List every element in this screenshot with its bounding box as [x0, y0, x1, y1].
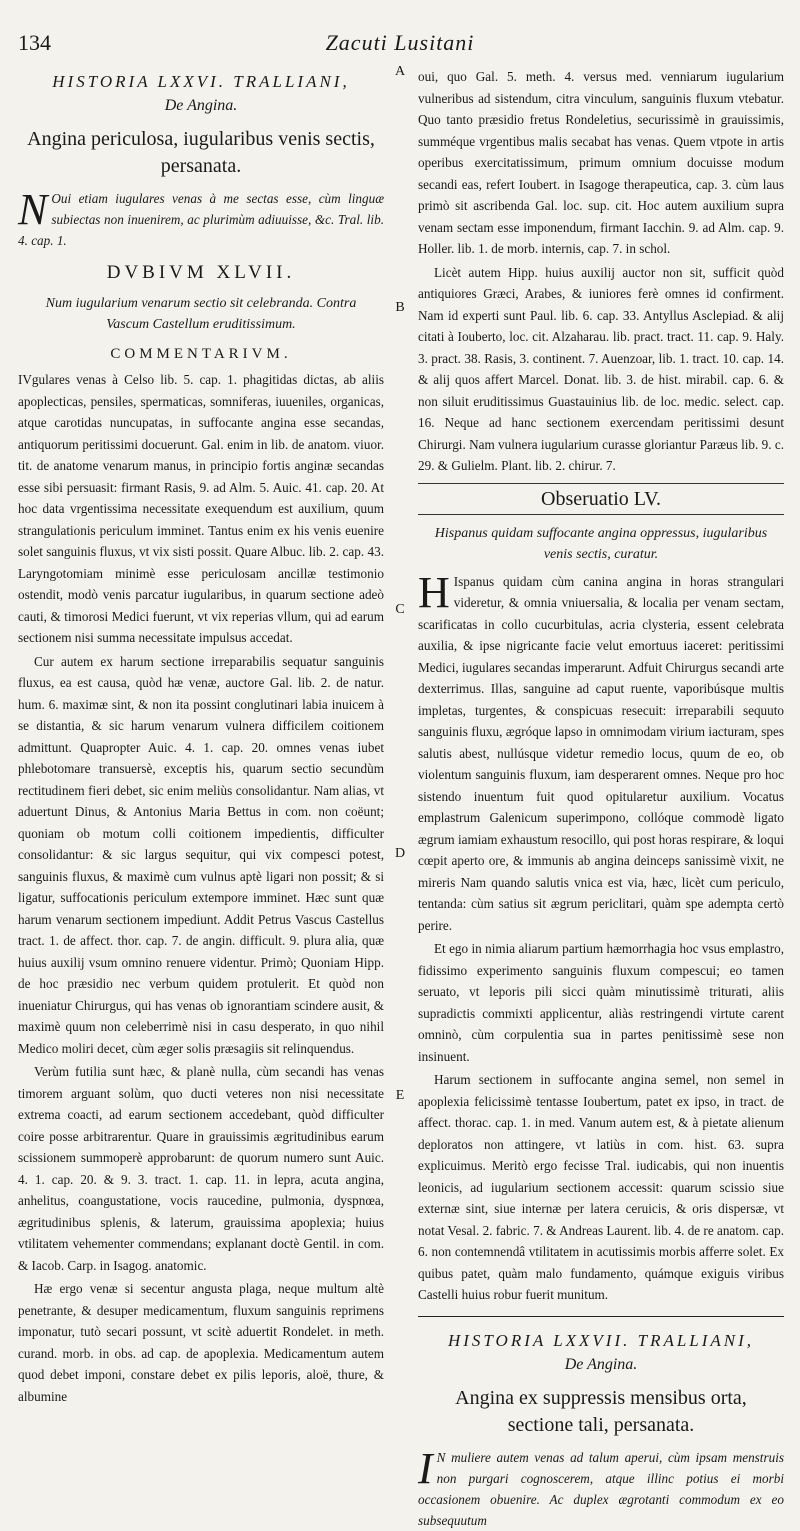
intro-paragraph: [18, 185, 384, 251]
history-heading: HISTORIA LXXVII. TRALLIANI,: [447, 1330, 755, 1350]
left-column: [18, 66, 384, 1404]
history-heading: HISTORIA LXXVI. TRALLIANI,: [52, 72, 350, 91]
history-title: Angina ex suppressis mensibus orta, sectione tali, persanata.: [455, 1386, 747, 1436]
history-subheading: De Angina.: [164, 97, 238, 114]
body-paragraph: Licèt autem Hipp. huius auxilij auctor non sit, sufficit quòd antiquiores Græci, Arabes, & iuniores ferè omnes id confirment. Nam id experti sunt Paul. lib. 6. cap. 33. Antyllus Asclepiad. & alij citati à Iouberto, loc. cit. Alzaharau. lib. pract. tract. 11. cap. 9. Haly. 3. pract. 38. Rasis, 3. continent. 7. Auenzoar, lib. 1. tract. 10. cap. 14. & alij quos affert Marcel. Donat. lib. 3. de hist. mirabil. cap. 6. & non siluit eruditissimus Guastauinius lib. de loc. medic. select. cap. 16. Neque ad hanc sectionem exercendam peritissimi desunt Chirurgi. Nam vulnera iugularium curasse gloriantur Paræus lib. 9. c. 29. & Gulielm. Plant. lib. 2. chirur. 7.: [418, 264, 784, 473]
dubium-heading: DVBIVM XLVII.: [106, 262, 296, 283]
closing-text: N muliere autem venas ad talum aperui, cùm ipsam menstruis non purgari cognoscerem, atque illinc potius ei morbi occasionem obuenire. Ac duplex ægrotanti commodum ex eo subsequutum: [418, 1449, 784, 1528]
page-header: [18, 30, 782, 64]
drop-cap: I: [418, 1443, 433, 1493]
body-paragraph: IVgulares venas à Celso lib. 5. cap. 1. phagitidas dictas, ab aliis apoplecticas, pensiles, spermaticas, somniferas, iuueniles, organicas, atque carotidas nuncupatas, in suffocante angina esse secandas, antiquorum peritissimi docuerunt. Gal. enim in lib. de anatom. viuor. tit. de anatome venarum manus, in principio fortis anginæ secandas esse sibi persuasit: firmant Rasis, 9. ad Alm. 5. Auic. 41. cap. 20. At hoc data vrgentissima necessitate exequendum est auxilium, quum strangulationis periculum imminet. Tantus enim ex his venis euenire solet sanguinis fluxus, vt vix sisti possit. Quare Albuc. lib. 2. cap. 43. Laryngotomiam minimè esse periculosam ancillæ testimonio ostendit, modò venis parcatur iugularibus, in quarum sectione adeò cauti, & timorosi Medici fuerunt, vt vix reperias vllum, qui ad earum sectionem nisi summa necessitate impulsus accedat.: [18, 372, 384, 645]
margin-letter-a: A: [394, 64, 406, 79]
section-divider: [418, 1316, 784, 1317]
body-paragraph: Verùm futilia sunt hæc, & planè nulla, cùm secandi has venas timorem arguant solùm, quo ducti veteres non nisi necessitate extrema coacti, ad earum sectionem accedebant, quòd difficulter coire posse arbitrarentur. Quare in grauissimis ægritudinibus earum scissionem summoperè approbarunt: de quorum numero sunt Auic. 4. 1. cap. 20. & 9. 3. tract. 1. cap. 11. in lepra, acuta angina, anhelitus, coangustatione, vocis raucedine, pulmonia, dyspnœa, ægritudinibus splenis, & laterum, grauissima apoplexia; huius vtilitatem vehementer commendans; explanant doctè Gentil. in com. & Iacob. Carp. in Isagog. anatomic.: [18, 1064, 384, 1273]
body-paragraph: oui, quo Gal. 5. meth. 4. versus med. venniarum iugularium vulneribus ad sistendum, citra vinculum, sanguinis fluxum vtebatur. Quo tanto præsidio fretus Rondeletius, securissimè in grauissimis, summéque vrgentibus malis secabat has venas. Quem vtpote in artis operibus exercitatissimum, primum omnium docuisse modum secandi eas, refert Ioubert. in Isagoge therapeutica, cap. 3. cùm laus primò sit ascribenda Gal. loc. sup. cit. Hoc autem auxilium supra venam sectam esse imponendum, firmant Iacchin. 9. ad Alm. cap. 9. Holler. lib. 1. de morb. internis, cap. 7. in schol.: [418, 69, 784, 256]
commentarium-heading: COMMENTARIVM.: [110, 346, 292, 362]
margin-letter-e: E: [395, 1088, 405, 1103]
question-title: Num iugularium venarum sectio sit celebranda. Contra Vascum Castellum eruditissimum.: [45, 296, 357, 332]
observation-text: Ispanus quidam cùm canina angina in horas strangulari videretur, & omnia vniuersalia, & localia per venam sectam, scarificatas in collo cucurbitulas, acria clysteria, essent celebrata auxilia, & ipse nigricante facie velut emortuus iaceret: peritissimi Medici, iugulares secandas imperarunt. Adfuit Chirurgus secandi arte dexterrimus. Illas, sanguine ad caput ruente, vaporibúsque multis impletas, turgentes, & conspicuas resecuit: irreparabili sequuto sanguinis fluxu, ægróque lapso in omnimodam virium iacturam, spes salutis abest, nullúsque videtur remedio locus, quum de eo, ob violentum sanguinis fluxum, iam desperarent omnes. Neque pro hoc sistendo inuentum fuit quod opitularetur auxilium. Vocatus emplastrum Galenicum superimpono, collóque commodè ligato ægrum iamiam exhaustum resocillo, qui post horas respirare, & loqui cœpit aperto ore, & immunis ab angina deinceps sanissimè vixit, ne mireris Nam quando salutis vnica est via, hæc, licèt cum periculo, tentanda: cùm satius sit ægrum periclitari, quàm spe adempta certò perire.: [418, 573, 784, 933]
margin-letter-b: B: [395, 300, 405, 315]
right-column: [418, 66, 784, 1528]
observation-heading: Obseruatio LV.: [418, 483, 784, 515]
body-paragraph: Et ego in nimia aliarum partium hæmorrhagia hoc vsus emplastro, fidissimo experimento sanguinis fluxum compescui; eo tamen seruato, vt leporis pili sicci quàm minutissimè triturati, aliis supradictis commixti applicentur, aliàs restringendi virtute carent omninò, cùm corpulentia sua in partes penitissimè sese non insinuent.: [418, 941, 784, 1064]
margin-letter-d: D: [394, 846, 406, 861]
body-paragraph: Hæ ergo venæ si secentur angusta plaga, neque multum altè penetrante, & desuper medicamentum, fluxum sanguinis reprimens imponatur, tutò secari possunt, vt scitè aduertit Rondelet. in meth. curand. morb. in obs. ad cap. de apoplexia. Medicamentum autem quod debet imponi, constare debet ex pilis leporis, aloë, thure, & albumine: [18, 1281, 384, 1404]
page-number: 134: [18, 30, 51, 55]
drop-cap: N: [18, 185, 48, 234]
body-paragraph: Harum sectionem in suffocante angina semel, non semel in apoplexia felicissimè tentasse Ioubertum, patet ex ipso, in tract. de affect. thorac. cap. 1. in med. Vanum autem est, & à pietate alienum deploratos non attingere, vt latiùs in com. hist. 63. supra explicuimus. Meritò ergo fecisse Tral. iudicabis, qui non inuentis leonicis, ad iugularium sectionem accessit: quarum scissio siue externæ sint, siue internæ per latera ceruicis, & oris dispersæ, vt notat Vesal. 2. fabric. 7. & Andreas Laurent. lib. 4. de re anatom. cap. 6. non contemnendâ vtilitatem in acutissimis morbis afferre solet. Ex quibus patet, quàm malo fundamento, quámque exiguis viribus Castelli huius robur fuerit munitum.: [418, 1072, 784, 1302]
observation-paragraph: [418, 567, 784, 937]
body-paragraph: Cur autem ex harum sectione irreparabilis sequatur sanguinis fluxus, ea est causa, quòd hæ venæ, auctore Gal. lib. 2. de natur. hum. 6. maximæ sint, & non ita possint conglutinari labia inuicem à se distantia, & sic harum venarum vulnera difficilem coitionem admittunt. Quapropter Auic. 4. 1. cap. 20. omnes venas iubet phlebotomare transuersè, exceptis his, quarum sectio secundùm rectitudinem fieri debet, sic enim meliùs consolidantur. Nam alias, vt aduertunt Dinus, & Antonius Maria Bettus in com. non coëunt; quoniam ob motum colli coitionem impedientis, difficulter consolidantur: & sic largus sequitur, qui vix compesci potest, sanguinis fluxus, & maximè cum vulnus aptè ligari non possit; & si ligatur, suffocationis periculum extempore imminet. Hæc sunt quæ harum venarum sectionem impediunt. Addit Petrus Vascus Castellus tract. 1. de affect. thor. cap. 7. de angin. difficult. 9. plura alia, quæ huius auxilij vsum omnino renuere videntur. Primò; Quoniam Hipp. de hoc præsidio nec verbum quidem protulerit. Et quòd non inueniatur Chirurgus, qui has venas ob ignorantiam scindere ausit, & maximè quum non celeberrimè nisi in casu desperato, in quo nihil Medico moliri decet, cùm æger solis præsagiis sit relinquendus.: [18, 653, 384, 1056]
history-title: Angina periculosa, iugularibus venis sectis, persanata.: [27, 128, 375, 177]
margin-letter-c: C: [395, 602, 405, 617]
running-head: Zacuti Lusitani: [325, 30, 475, 55]
observation-subtitle: Hispanus quidam suffocante angina oppressus, iugularibus venis sectis, curatur.: [434, 525, 768, 562]
history-subheading: De Angina.: [564, 1355, 638, 1373]
intro-text: Oui etiam iugulares venas à me sectas esse, cùm linguæ subiectas non inuenirem, ac plurimùm adiuuisse, &c. Tral. lib. 4. cap. 1.: [18, 191, 384, 248]
closing-paragraph: [418, 1443, 784, 1531]
drop-cap: H: [418, 567, 450, 617]
